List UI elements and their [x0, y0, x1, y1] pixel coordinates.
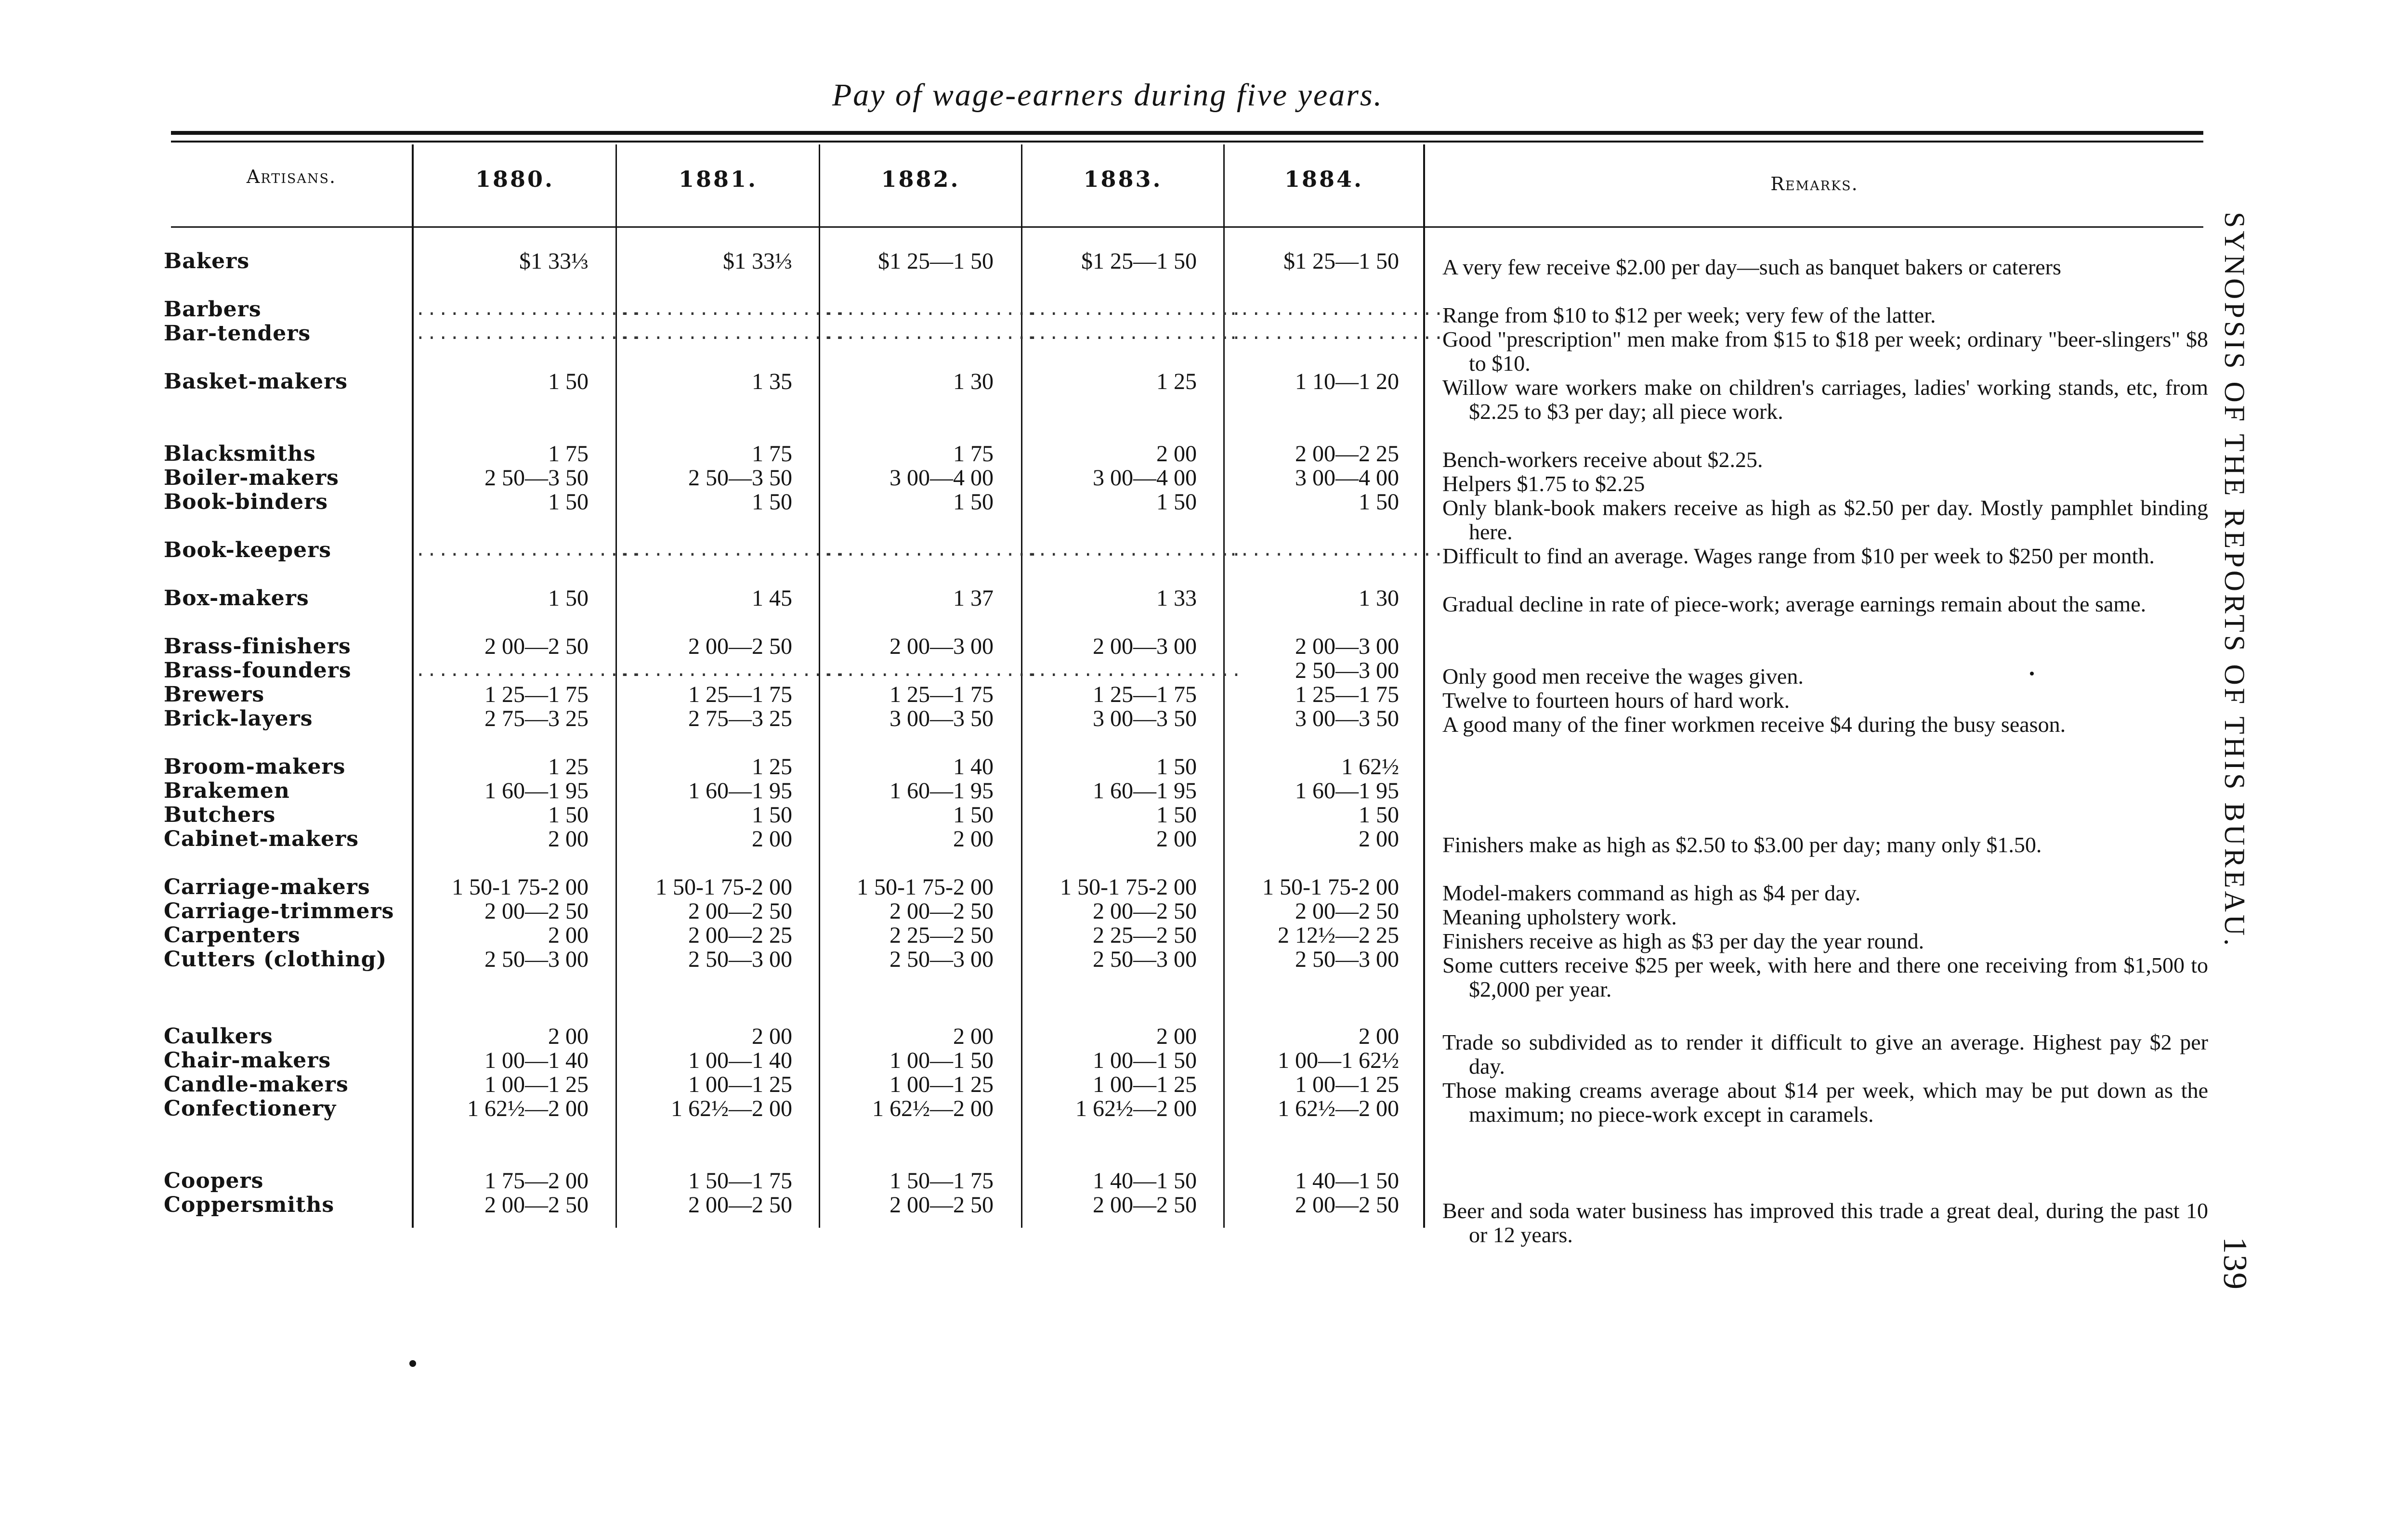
wage-1880: 2 00—2 50	[484, 634, 589, 659]
wage-1884: 1 60—1 95	[1295, 778, 1399, 804]
header-rule	[171, 226, 2203, 228]
ink-speck	[2030, 672, 2034, 676]
trade-name: Bakers	[164, 249, 250, 273]
top-double-rule	[171, 131, 2203, 135]
header-1884: 1884.	[1284, 166, 1364, 192]
wage-1883: 1 50-1 75-2 00	[1060, 874, 1197, 900]
remark-book-binders: Only blank-book makers receive as high as $2.50 per day. Mostly pamphlet binding here.	[1442, 495, 2208, 544]
wage-1881: 1 00—1 40	[688, 1048, 792, 1073]
side-heading	[2206, 212, 2264, 1290]
dot-leader: ...................	[1026, 540, 1243, 560]
wage-1883: $1 25—1 50	[1081, 248, 1197, 274]
page-title: Pay of wage-earners during five years.	[832, 78, 1384, 113]
wage-1880: 1 00—1 40	[484, 1048, 589, 1073]
wage-1883: 1 33	[1156, 585, 1197, 611]
wage-1880: 1 50	[548, 802, 589, 828]
dot-leader: ....................	[415, 661, 643, 680]
wage-1881: 2 75—3 25	[688, 706, 792, 731]
wage-1883: 1 60—1 95	[1093, 778, 1197, 804]
wage-1882: 2 50—3 00	[890, 947, 994, 972]
wage-1883: 1 25—1 75	[1093, 682, 1197, 707]
wage-1880: 1 60—1 95	[484, 778, 589, 804]
wage-1882: 1 30	[953, 369, 994, 394]
wage-1883: 3 00—4 00	[1093, 465, 1197, 491]
wage-1883: 1 50	[1156, 754, 1197, 779]
dot-leader: ...................	[823, 324, 1039, 343]
wage-1884: 1 50-1 75-2 00	[1262, 874, 1399, 900]
wage-1880: 1 25—1 75	[484, 682, 589, 707]
wage-1881: 2 00	[752, 1024, 792, 1049]
wage-1882: 1 50	[953, 489, 994, 515]
remark-caulkers: Trade so subdivided as to render it difficult to give an average. Highest pay $2 per day.	[1442, 1030, 2208, 1078]
remark-boiler-makers: Helpers $1.75 to $2.25	[1442, 471, 1645, 496]
header-remarks: Remarks.	[1770, 173, 1858, 195]
wage-1884: 2 00—3 00	[1295, 634, 1399, 659]
trade-name: Brakemen	[164, 779, 290, 803]
wage-1882: 3 00—4 00	[890, 465, 994, 491]
remark-brewers: Twelve to fourteen hours of hard work.	[1442, 688, 1790, 713]
wage-1882: 2 25—2 50	[890, 922, 994, 948]
wage-1881: 1 45	[752, 585, 792, 611]
remark-carriage-trimmers: Meaning upholstery work.	[1442, 905, 1677, 929]
remark-book-keepers: Difficult to find an average. Wages range from $10 per week to $250 per month.	[1442, 544, 2155, 568]
wage-1881: 2 00	[752, 826, 792, 852]
dot-leader: ...................	[1026, 324, 1243, 343]
trade-name: Cabinet-makers	[164, 827, 359, 851]
wage-1883: 1 25	[1156, 369, 1197, 394]
wage-1881: 2 50—3 00	[688, 947, 792, 972]
wage-1884: 1 50	[1359, 489, 1399, 515]
trade-name: Book-keepers	[164, 538, 332, 562]
wage-1883: 2 00—2 50	[1093, 898, 1197, 924]
wage-1881: 1 00—1 25	[688, 1072, 792, 1097]
wage-1884: 2 00—2 25	[1295, 441, 1399, 467]
wage-1881: 2 00—2 50	[688, 634, 792, 659]
trade-name: Basket-makers	[164, 369, 348, 394]
remark-cabinet-makers: Finishers make as high as $2.50 to $3.00 per day; many only $1.50.	[1442, 832, 2042, 857]
wage-1880: 1 00—1 25	[484, 1072, 589, 1097]
wage-1882: 1 00—1 50	[890, 1048, 994, 1073]
wage-1882: 2 00—2 50	[890, 898, 994, 924]
wage-1881: 2 50—3 50	[688, 465, 792, 491]
wage-1883: 2 00—3 00	[1093, 634, 1197, 659]
wage-1880: 1 62½—2 00	[467, 1096, 589, 1121]
trade-name: Bar-tenders	[164, 321, 311, 346]
wage-1881: 1 25	[752, 754, 792, 779]
wage-1882: 1 00—1 25	[890, 1072, 994, 1097]
ink-speck	[409, 1360, 416, 1367]
wage-1882: 1 40	[953, 754, 994, 779]
dot-leader: ....................	[619, 661, 847, 680]
trade-name: Coopers	[164, 1169, 264, 1193]
remark-barbers: Range from $10 to $12 per week; very few of the latter.	[1442, 303, 1936, 327]
wage-1884: 1 10—1 20	[1295, 369, 1399, 394]
wage-1880: 1 50	[548, 585, 589, 611]
wage-1880: 2 00	[548, 826, 589, 852]
remark-confectionery: Those making creams average about $14 per week, which may be put down as the maximum; no piece-work except in caramels.	[1442, 1078, 2208, 1127]
remark-cutters: Some cutters receive $25 per week, with here and there one receiving from $1,500 to $2,000 per year.	[1442, 953, 2208, 1001]
dot-leader: ...................	[1026, 661, 1243, 680]
table-row	[0, 803, 2225, 827]
dot-leader: ...................	[1026, 299, 1243, 319]
wage-1884: 3 00—3 50	[1295, 706, 1399, 731]
wage-1883: 2 00	[1156, 1024, 1197, 1049]
wage-1884: 1 50	[1359, 802, 1399, 828]
wage-1884: 2 12½—2 25	[1278, 922, 1399, 948]
trade-name: Confectionery	[164, 1096, 337, 1121]
trade-name: Blacksmiths	[164, 442, 316, 466]
wage-1881: 2 00—2 25	[688, 922, 792, 948]
wage-1884: 1 62½—2 00	[1278, 1096, 1399, 1121]
wage-1884: 2 50—3 00	[1295, 947, 1399, 972]
dot-leader: ...................	[823, 661, 1039, 680]
header-1880: 1880.	[475, 166, 555, 192]
trade-name: Brick-layers	[164, 706, 313, 731]
wage-1880: 1 50-1 75-2 00	[452, 874, 589, 900]
wage-1883: 1 50	[1156, 802, 1197, 828]
wage-1881: 1 50—1 75	[688, 1168, 792, 1194]
header-1882: 1882.	[881, 166, 960, 192]
wage-1882: 1 50-1 75-2 00	[857, 874, 994, 900]
wage-1884: 2 00	[1359, 826, 1399, 852]
trade-name: Carriage-makers	[164, 875, 370, 899]
wage-1880: 2 75—3 25	[484, 706, 589, 731]
wage-1882: 1 62½—2 00	[872, 1096, 994, 1121]
wage-1880: $1 33⅓	[519, 248, 589, 274]
wage-1881: 1 35	[752, 369, 792, 394]
wage-1881: 1 75	[752, 441, 792, 467]
wage-1884: 3 00—4 00	[1295, 465, 1399, 491]
wage-1884: 1 25—1 75	[1295, 682, 1399, 707]
remark-bar-tenders: Good "prescription" men make from $15 to $18 per week; ordinary "beer-slingers" $8 to $10.	[1442, 327, 2208, 376]
remark-basket-makers: Willow ware workers make on children's carriages, ladies' working stands, etc, from $2.25 to $3 per day; all piece work.	[1442, 375, 2208, 424]
remark-bakers: A very few receive $2.00 per day—such as banquet bakers or caterers	[1442, 255, 2061, 279]
dot-leader: ....................	[619, 540, 847, 560]
wage-1881: 1 50-1 75-2 00	[655, 874, 792, 900]
remark-brick-layers: A good many of the finer workmen receive $4 during the busy season.	[1442, 712, 2066, 737]
wage-1884: 1 62½	[1341, 754, 1399, 779]
wage-1883: 2 50—3 00	[1093, 947, 1197, 972]
wage-1882: 1 60—1 95	[890, 778, 994, 804]
wage-1881: 2 00—2 50	[688, 1192, 792, 1218]
page-number: 139	[2216, 1237, 2253, 1290]
dot-leader: ...................	[1228, 540, 1445, 560]
wage-1882: 3 00—3 50	[890, 706, 994, 731]
dot-leader: ....................	[619, 324, 847, 343]
wage-1880: 2 00—2 50	[484, 898, 589, 924]
trade-name: Broom-makers	[164, 754, 346, 779]
dot-leader: ...................	[823, 540, 1039, 560]
trade-name: Coppersmiths	[164, 1193, 335, 1217]
wage-1880: 1 75—2 00	[484, 1168, 589, 1194]
remark-coppersmiths: Beer and soda water business has improved this trade a great deal, during the past 10 or 12 years.	[1442, 1198, 2208, 1247]
wage-1881: $1 33⅓	[723, 248, 792, 274]
wage-1882: 1 25—1 75	[890, 682, 994, 707]
trade-name: Cutters (clothing)	[164, 947, 387, 972]
remark-blacksmiths: Bench-workers receive about $2.25.	[1442, 447, 1763, 472]
wage-1883: 1 00—1 50	[1093, 1048, 1197, 1073]
wage-1883: 2 00	[1156, 441, 1197, 467]
wage-1884: 2 50—3 00	[1295, 658, 1399, 683]
trade-name: Carriage-trimmers	[164, 899, 394, 923]
wage-1881: 1 50	[752, 489, 792, 515]
trade-name: Carpenters	[164, 923, 301, 948]
trade-name: Barbers	[164, 297, 262, 322]
wage-1884: 2 00—2 50	[1295, 1192, 1399, 1218]
wage-1884: 1 30	[1359, 585, 1399, 611]
trade-name: Brass-founders	[164, 658, 352, 683]
wage-1884: 2 00—2 50	[1295, 898, 1399, 924]
wage-1883: 1 50	[1156, 489, 1197, 515]
wage-1880: 1 50	[548, 489, 589, 515]
wage-1883: 2 00—2 50	[1093, 1192, 1197, 1218]
remark-carriage-makers: Model-makers command as high as $4 per day.	[1442, 881, 1861, 905]
header-1881: 1881.	[678, 166, 758, 192]
wage-1880: 1 25	[548, 754, 589, 779]
trade-name: Butchers	[164, 803, 276, 827]
wage-1882: 2 00—3 00	[890, 634, 994, 659]
trade-name: Brewers	[164, 682, 265, 707]
wage-1884: $1 25—1 50	[1283, 248, 1399, 274]
table-row	[0, 779, 2225, 803]
wage-1882: 1 75	[953, 441, 994, 467]
header-1883: 1883.	[1083, 166, 1163, 192]
dot-leader: ....................	[415, 540, 643, 560]
wage-1881: 2 00—2 50	[688, 898, 792, 924]
trade-name: Boiler-makers	[164, 466, 339, 490]
table-row	[0, 1169, 2225, 1193]
remark-carpenters: Finishers receive as high as $3 per day the year round.	[1442, 929, 1924, 953]
wage-1883: 1 62½—2 00	[1075, 1096, 1197, 1121]
wage-1882: 1 50	[953, 802, 994, 828]
trade-name: Caulkers	[164, 1024, 273, 1049]
wage-1882: 1 37	[953, 585, 994, 611]
wage-1882: 2 00	[953, 1024, 994, 1049]
wage-1884: 2 00	[1359, 1024, 1399, 1049]
wage-1881: 1 60—1 95	[688, 778, 792, 804]
trade-name: Chair-makers	[164, 1048, 331, 1073]
header-artisans: Artisans.	[246, 166, 337, 187]
wage-1880: 2 00	[548, 1024, 589, 1049]
wage-1880: 2 00—2 50	[484, 1192, 589, 1218]
trade-name: Book-binders	[164, 490, 328, 514]
trade-name: Box-makers	[164, 586, 309, 611]
dot-leader: ....................	[619, 299, 847, 319]
wage-1880: 2 50—3 50	[484, 465, 589, 491]
wage-1883: 1 00—1 25	[1093, 1072, 1197, 1097]
wage-1880: 2 00	[548, 922, 589, 948]
dot-leader: ...................	[1228, 299, 1445, 319]
wage-1883: 2 00	[1156, 826, 1197, 852]
side-heading-text: SYNOPSIS OF THE REPORTS OF THIS BUREAU.	[2219, 212, 2251, 949]
wage-1882: 2 00	[953, 826, 994, 852]
wage-1882: 1 50—1 75	[890, 1168, 994, 1194]
wage-1881: 1 62½—2 00	[671, 1096, 792, 1121]
top-double-rule-thin	[171, 141, 2203, 143]
dot-leader: ....................	[415, 299, 643, 319]
wage-1880: 1 50	[548, 369, 589, 394]
wage-1880: 2 50—3 00	[484, 947, 589, 972]
wage-1882: $1 25—1 50	[878, 248, 994, 274]
dot-leader: ...................	[823, 299, 1039, 319]
wage-1883: 2 25—2 50	[1093, 922, 1197, 948]
wage-1884: 1 00—1 25	[1295, 1072, 1399, 1097]
wage-1884: 1 40—1 50	[1295, 1168, 1399, 1194]
table-row	[0, 755, 2225, 779]
wage-1883: 1 40—1 50	[1093, 1168, 1197, 1194]
wage-1881: 1 50	[752, 802, 792, 828]
wage-1880: 1 75	[548, 441, 589, 467]
remark-brass-founders: Only good men receive the wages given.	[1442, 664, 1804, 689]
wage-1881: 1 25—1 75	[688, 682, 792, 707]
wage-1882: 2 00—2 50	[890, 1192, 994, 1218]
trade-name: Candle-makers	[164, 1072, 349, 1097]
remark-box-makers: Gradual decline in rate of piece-work; average earnings remain about the same.	[1442, 592, 2146, 616]
dot-leader: ....................	[415, 324, 643, 343]
table-row	[0, 635, 2225, 659]
trade-name: Brass-finishers	[164, 634, 351, 659]
wage-1883: 3 00—3 50	[1093, 706, 1197, 731]
wage-1884: 1 00—1 62½	[1278, 1048, 1399, 1073]
dot-leader: ...................	[1228, 324, 1445, 343]
